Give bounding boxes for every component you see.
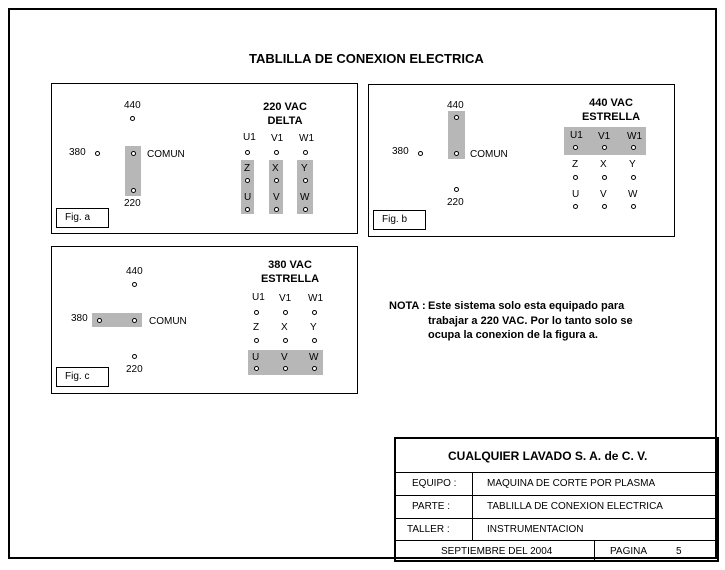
terminal-comun-label: COMUN xyxy=(470,149,508,160)
terminal-u xyxy=(573,204,578,209)
terminal-v1 xyxy=(602,145,607,150)
terminal-440-label: 440 xyxy=(447,100,464,111)
terminal-label-y: Y xyxy=(310,322,317,333)
company-name: CUALQUIER LAVADO S. A. de C. V. xyxy=(448,449,648,463)
terminal-380 xyxy=(95,151,100,156)
terminal-z xyxy=(573,175,578,180)
terminal-v xyxy=(283,366,288,371)
drawing-title: TABLILLA DE CONEXION ELECTRICA xyxy=(249,51,484,66)
fig-a-heading xyxy=(255,100,315,128)
equipo-value: MAQUINA DE CORTE POR PLASMA xyxy=(487,478,656,489)
terminal-label-z: Z xyxy=(572,159,579,170)
terminal-x xyxy=(283,338,288,343)
terminal-label-u: U xyxy=(252,352,260,363)
terminal-label-z: Z xyxy=(244,163,251,174)
fig-c-label: Fig. c xyxy=(56,367,109,387)
fig-c-connection: ESTRELLA xyxy=(260,273,320,285)
title-block-divider xyxy=(396,540,717,541)
terminal-label-u1: U1 xyxy=(243,132,256,143)
terminal-w xyxy=(631,204,636,209)
terminal-w xyxy=(303,207,308,212)
terminal-comun xyxy=(454,151,459,156)
terminal-label-w1: W1 xyxy=(627,131,642,142)
terminal-label-y: Y xyxy=(629,159,636,170)
terminal-label-v1: V1 xyxy=(271,133,284,144)
parte-label: PARTE : xyxy=(412,501,450,512)
terminal-comun-label: COMUN xyxy=(147,149,185,160)
terminal-u xyxy=(254,366,259,371)
terminal-u1 xyxy=(254,310,259,315)
terminal-label-v: V xyxy=(273,192,280,203)
terminal-220 xyxy=(132,354,137,359)
fig-a-connection: DELTA xyxy=(267,115,303,127)
terminal-380 xyxy=(97,318,102,323)
fig-b-heading xyxy=(576,96,646,124)
terminal-380-label: 380 xyxy=(71,313,88,324)
terminal-380-label: 380 xyxy=(69,147,86,158)
terminal-440 xyxy=(454,115,459,120)
terminal-u1 xyxy=(573,145,578,150)
fig-c-heading xyxy=(255,258,325,286)
terminal-v xyxy=(274,207,279,212)
title-block-divider xyxy=(396,518,717,519)
terminal-y xyxy=(312,338,317,343)
note-line-3: ocupa la conexion de la figura a. xyxy=(428,329,598,341)
terminal-220-label: 220 xyxy=(124,198,141,209)
note-line-2: trabajar a 220 VAC. Por lo tanto solo se xyxy=(428,315,633,327)
terminal-y xyxy=(631,175,636,180)
terminal-label-w1: W1 xyxy=(299,133,314,144)
terminal-label-v1: V1 xyxy=(598,131,611,142)
fig-b-label: Fig. b xyxy=(373,210,426,230)
equipo-label: EQUIPO : xyxy=(412,478,457,489)
terminal-x xyxy=(602,175,607,180)
date: SEPTIEMBRE DEL 2004 xyxy=(441,546,553,557)
terminal-w xyxy=(312,366,317,371)
title-block-divider xyxy=(396,495,717,496)
terminal-label-x: X xyxy=(272,163,279,174)
terminal-220-label: 220 xyxy=(126,364,143,375)
terminal-440-label: 440 xyxy=(126,266,143,277)
terminal-label-v: V xyxy=(600,189,607,200)
terminal-comun xyxy=(131,151,136,156)
terminal-label-u1: U1 xyxy=(570,130,583,141)
terminal-220-label: 220 xyxy=(447,197,464,208)
fig-b-voltage: 440 VAC xyxy=(589,97,633,109)
terminal-label-w: W xyxy=(628,189,638,200)
terminal-label-x: X xyxy=(600,159,607,170)
fig-c-voltage: 380 VAC xyxy=(268,259,312,271)
title-block-divider xyxy=(472,472,473,540)
note-prefix: NOTA : xyxy=(389,300,426,312)
terminal-label-u: U xyxy=(244,192,252,203)
pagina-value: 5 xyxy=(676,546,682,557)
terminal-380-label: 380 xyxy=(392,146,409,157)
terminal-u1 xyxy=(245,150,250,155)
terminal-label-x: X xyxy=(281,322,288,333)
title-block xyxy=(394,437,719,562)
terminal-label-w: W xyxy=(309,352,319,363)
taller-value: INSTRUMENTACION xyxy=(487,524,584,535)
terminal-v1 xyxy=(274,150,279,155)
terminal-v1 xyxy=(283,310,288,315)
fig-a-label: Fig. a xyxy=(56,208,109,228)
terminal-440 xyxy=(132,282,137,287)
terminal-label-u1: U1 xyxy=(252,292,265,303)
terminal-380 xyxy=(418,151,423,156)
terminal-label-v: V xyxy=(281,352,288,363)
terminal-comun-label: COMUN xyxy=(149,316,187,327)
terminal-v xyxy=(602,204,607,209)
terminal-u xyxy=(245,207,250,212)
terminal-z xyxy=(245,178,250,183)
fig-b-connection: ESTRELLA xyxy=(581,111,641,123)
terminal-220 xyxy=(454,187,459,192)
terminal-w1 xyxy=(631,145,636,150)
terminal-w1 xyxy=(312,310,317,315)
terminal-w1 xyxy=(303,150,308,155)
terminal-440-label: 440 xyxy=(124,100,141,111)
title-block-divider xyxy=(594,540,595,560)
terminal-label-u: U xyxy=(572,189,580,200)
taller-label: TALLER : xyxy=(407,524,450,535)
terminal-comun xyxy=(132,318,137,323)
parte-value: TABLILLA DE CONEXION ELECTRICA xyxy=(487,501,663,512)
pagina-label: PAGINA xyxy=(610,546,648,557)
terminal-220 xyxy=(131,188,136,193)
terminal-label-z: Z xyxy=(253,322,260,333)
terminal-label-v1: V1 xyxy=(279,293,292,304)
terminal-label-w: W xyxy=(300,192,310,203)
terminal-x xyxy=(274,178,279,183)
terminal-label-y: Y xyxy=(301,163,308,174)
fig-a-voltage: 220 VAC xyxy=(263,101,307,113)
terminal-440 xyxy=(130,116,135,121)
terminal-label-w1: W1 xyxy=(308,293,323,304)
title-block-divider xyxy=(396,472,717,473)
terminal-y xyxy=(303,178,308,183)
note-line-1: Este sistema solo esta equipado para xyxy=(428,300,625,312)
terminal-z xyxy=(254,338,259,343)
